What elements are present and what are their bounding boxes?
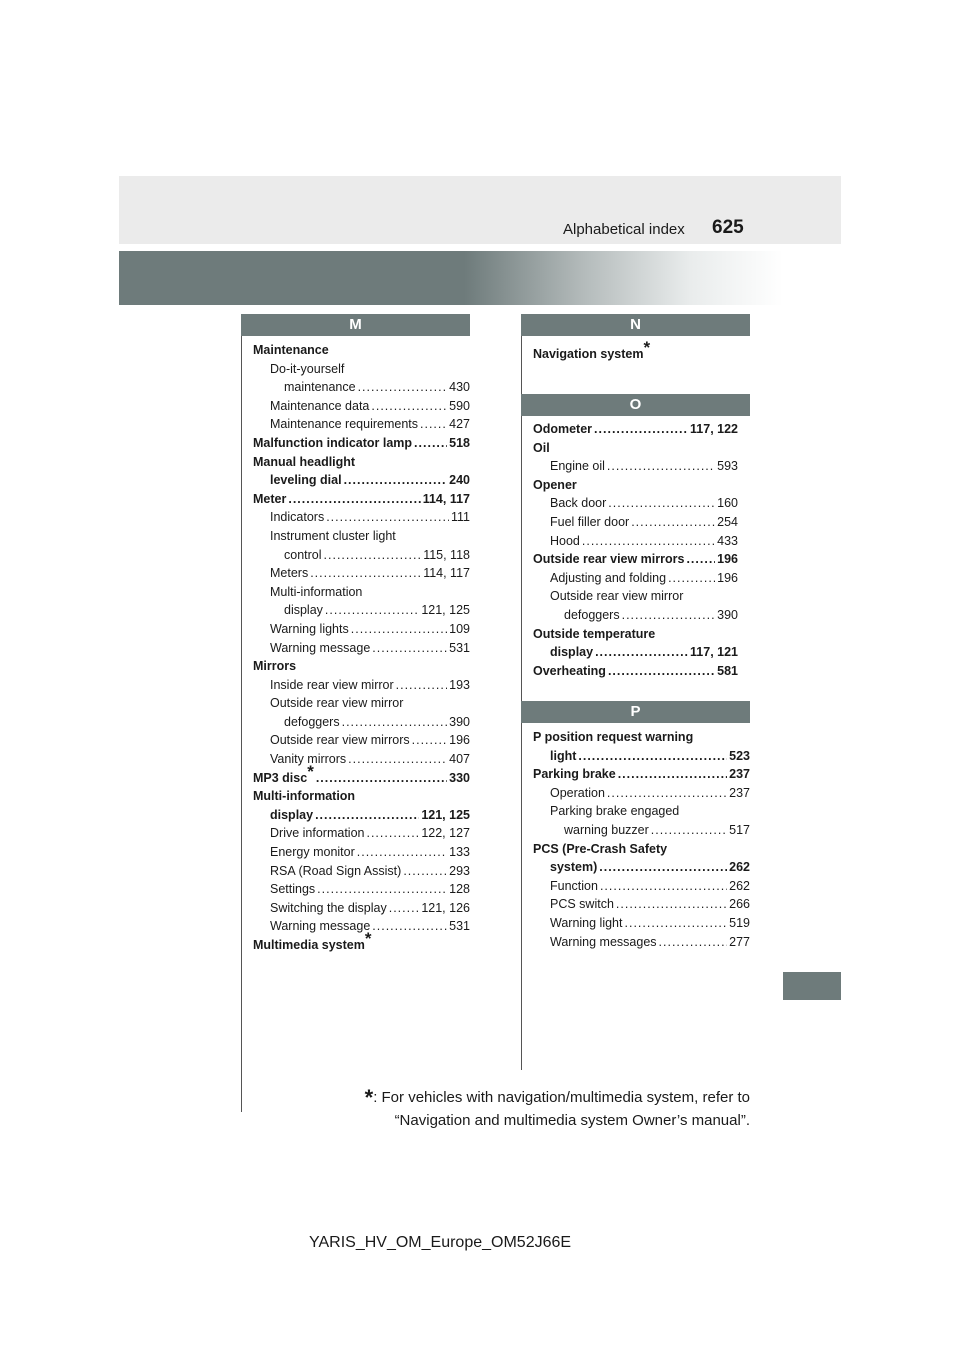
- entry-page-ref: 122, 127: [421, 826, 470, 841]
- entry-page-ref: 237: [729, 767, 750, 782]
- entry-term-text: Do-it-yourself: [270, 361, 345, 376]
- entry-page-ref: 160: [717, 496, 738, 511]
- footnote-line-1: [300, 1086, 750, 1109]
- entry-page-ref: 121, 125: [421, 807, 470, 822]
- entry-term: [270, 583, 362, 602]
- entry-term-text: warning buzzer: [564, 822, 649, 837]
- dot-leader: [414, 434, 447, 453]
- index-entry: [533, 476, 738, 495]
- entry-term: [270, 824, 364, 843]
- dot-leader: [358, 378, 448, 397]
- entry-term-text: Back door: [550, 496, 607, 511]
- entry-page-ref: 518: [449, 435, 470, 450]
- entry-term: [533, 765, 616, 784]
- entry-term: [284, 378, 356, 397]
- entry-term-text: Outside temperature: [533, 626, 656, 641]
- entry-page-ref: 240: [449, 473, 470, 488]
- index-entry: [253, 787, 470, 806]
- entry-term: [550, 513, 629, 532]
- index-entry: [253, 676, 470, 695]
- dot-leader: [366, 824, 419, 843]
- footnote: [300, 1086, 750, 1132]
- entry-page-ref: 519: [729, 915, 750, 930]
- dot-leader: [686, 550, 715, 569]
- index-entry: [253, 657, 470, 676]
- index-entry: [533, 457, 738, 476]
- entry-term-text: PCS (Pre-Crash Safety: [533, 841, 668, 856]
- entry-term-text: Overheating: [533, 663, 606, 678]
- index-entry: [533, 933, 750, 952]
- entry-term: [270, 880, 315, 899]
- entry-term-text: Meters: [270, 566, 309, 581]
- entry-term-text: Switching the display: [270, 900, 387, 915]
- entry-term: [550, 895, 614, 914]
- index-entry: [253, 713, 470, 732]
- entry-page-ref: 593: [717, 459, 738, 474]
- entry-page-ref: 531: [449, 640, 470, 655]
- entry-term-text: Manual headlight: [253, 454, 356, 469]
- entry-term-text: Malfunction indicator lamp: [253, 435, 413, 450]
- entry-page-ref: 121, 126: [421, 900, 470, 915]
- dot-leader: [317, 880, 447, 899]
- dot-leader: [582, 532, 715, 551]
- dot-leader: [607, 457, 715, 476]
- index-entry: [533, 877, 750, 896]
- entry-term-text: Outside rear view mirrors: [270, 733, 410, 748]
- dot-leader: [594, 420, 688, 439]
- entry-term: [533, 840, 667, 859]
- entry-term: [270, 806, 313, 825]
- index-entry: [253, 546, 470, 565]
- entry-page-ref: 196: [449, 733, 470, 748]
- dot-leader: [622, 606, 716, 625]
- letter-header-m: M: [241, 314, 470, 336]
- entry-page-ref: 427: [449, 417, 470, 432]
- entry-term-text: Navigation system: [533, 347, 644, 361]
- entry-page-ref: 430: [449, 380, 470, 395]
- entry-page-ref: 117, 122: [690, 422, 738, 436]
- footnote-text-1: : For vehicles with navigation/multimedia system, refer to: [373, 1089, 750, 1106]
- index-entry: [253, 929, 470, 955]
- dot-leader: [371, 397, 447, 416]
- index-entry: [253, 862, 470, 881]
- dot-leader: [351, 620, 447, 639]
- entry-term-text: Fuel filler door: [550, 514, 630, 529]
- entry-term-text: defoggers: [564, 607, 620, 622]
- entry-term: [253, 341, 329, 360]
- entry-term: [533, 625, 655, 644]
- entry-page-ref: 293: [449, 863, 470, 878]
- entry-page-ref: 254: [717, 514, 738, 529]
- index-entry: [533, 914, 750, 933]
- entry-term: [284, 713, 340, 732]
- entry-term-text: Function: [550, 878, 598, 893]
- index-entry: [253, 750, 470, 769]
- entry-page-ref: 121, 125: [421, 603, 470, 618]
- entry-page-ref: 433: [717, 533, 738, 548]
- dot-leader: [288, 490, 420, 509]
- index-entry: [533, 550, 738, 569]
- entry-term-text: Outside rear view mirror: [550, 589, 684, 604]
- footnote-marker: *: [643, 338, 651, 357]
- index-entry: [253, 434, 470, 453]
- index-entry: [533, 587, 738, 606]
- entry-term: [533, 476, 577, 495]
- entry-term: [270, 639, 370, 658]
- entry-term: [253, 434, 412, 453]
- index-entry: [533, 662, 738, 681]
- entry-term-text: Vanity mirrors: [270, 752, 347, 767]
- entry-term-text: Oil: [533, 440, 550, 455]
- entry-term: [550, 457, 605, 476]
- entry-term-text: RSA (Road Sign Assist): [270, 863, 402, 878]
- entry-page-ref: 193: [449, 677, 470, 692]
- entry-term: [533, 439, 550, 458]
- entry-term-text: Indicators: [270, 510, 325, 525]
- entry-term-text: Energy monitor: [270, 845, 355, 860]
- entry-list-o: [521, 416, 738, 701]
- entry-page-ref: 277: [729, 934, 750, 949]
- dot-leader: [344, 471, 448, 490]
- entry-term: [270, 620, 349, 639]
- index-entry: [253, 843, 470, 862]
- entry-term: [550, 643, 593, 662]
- dot-leader: [651, 821, 727, 840]
- entry-page-ref: 109: [449, 621, 470, 636]
- entry-term: [253, 787, 355, 806]
- entry-term-text: Odometer: [533, 422, 593, 436]
- dot-leader: [372, 639, 447, 658]
- dot-leader: [315, 806, 419, 825]
- dot-leader: [326, 508, 449, 527]
- index-entry: [533, 532, 738, 551]
- dot-leader: [357, 843, 447, 862]
- index-entry: [253, 378, 470, 397]
- index-entry: [253, 397, 470, 416]
- entry-term: [270, 415, 418, 434]
- entry-term: [284, 546, 322, 565]
- entry-term: [270, 731, 410, 750]
- dot-leader: [310, 564, 421, 583]
- entry-term: [564, 821, 649, 840]
- index-entry: [253, 806, 470, 825]
- entry-term-text: Drive information: [270, 826, 365, 841]
- entry-term: [533, 550, 684, 569]
- footnote-star: *: [364, 1085, 374, 1110]
- entry-page-ref: 117, 121: [690, 645, 738, 660]
- footnote-marker: *: [364, 929, 372, 948]
- entry-term-text: leveling dial: [270, 473, 342, 488]
- entry-term: [253, 453, 355, 472]
- index-entry: [533, 747, 750, 766]
- entry-page-ref: 262: [729, 878, 750, 893]
- footnote-marker: *: [307, 761, 314, 781]
- entry-term-text: defoggers: [284, 714, 340, 729]
- entry-term-text: system): [550, 860, 598, 875]
- dot-leader: [403, 862, 447, 881]
- document-id: YARIS_HV_OM_Europe_OM52J66E: [309, 1234, 572, 1251]
- chapter-thumb-tab: [783, 972, 841, 1000]
- dot-leader: [372, 917, 447, 936]
- entry-term-text: Maintenance data: [270, 398, 370, 413]
- entry-term-text: Multimedia system: [253, 938, 365, 952]
- entry-term: [533, 338, 651, 364]
- entry-term: [550, 802, 679, 821]
- index-entry: [253, 620, 470, 639]
- index-entry: [253, 360, 470, 379]
- entry-term-text: Outside rear view mirrors: [533, 552, 685, 567]
- entry-term-text: Maintenance: [253, 343, 329, 357]
- entry-term-text: Mirrors: [253, 659, 297, 674]
- entry-term-text: Parking brake: [533, 767, 616, 782]
- entry-term-text: Outside rear view mirror: [270, 696, 404, 711]
- dot-leader: [600, 877, 727, 896]
- entry-term-text: Instrument cluster light: [270, 528, 396, 543]
- dot-leader: [389, 899, 420, 918]
- entry-page-ref: 133: [449, 845, 470, 860]
- index-entry: [253, 508, 470, 527]
- entry-term-text: light: [550, 748, 577, 763]
- dot-leader: [578, 747, 727, 766]
- index-entry: [533, 420, 738, 439]
- dot-leader: [659, 933, 728, 952]
- entry-page-ref: 523: [729, 748, 750, 763]
- index-entry: [533, 821, 750, 840]
- entry-page-ref: 330: [449, 770, 470, 785]
- entry-term: [550, 587, 683, 606]
- entry-term: [253, 657, 296, 676]
- entry-term-text: PCS switch: [550, 897, 614, 912]
- entry-term: [270, 508, 324, 527]
- dot-leader: [420, 415, 447, 434]
- letter-header-p: P: [521, 701, 750, 723]
- entry-term: [284, 601, 323, 620]
- entry-term: [550, 784, 605, 803]
- letter-header-o: O: [521, 394, 750, 416]
- entry-term: [270, 471, 342, 490]
- entry-page-ref: 237: [729, 785, 750, 800]
- entry-term-text: Meter: [253, 491, 287, 506]
- entry-term: [270, 676, 394, 695]
- entry-term: [550, 858, 597, 877]
- entry-page-ref: 114, 117: [422, 491, 470, 506]
- entry-term-text: Maintenance requirements: [270, 417, 418, 432]
- entry-term: [253, 490, 286, 509]
- dot-leader: [599, 858, 727, 877]
- index-entry: [253, 639, 470, 658]
- index-entry: [533, 784, 750, 803]
- decorative-gradient-band: [119, 251, 783, 305]
- index-entry: [533, 338, 750, 364]
- entry-page-ref: 128: [449, 882, 470, 897]
- entry-page-ref: 590: [449, 398, 470, 413]
- index-entry: [533, 513, 738, 532]
- entry-term-text: Parking brake engaged: [550, 804, 680, 819]
- index-entry: [533, 643, 738, 662]
- entry-term: [270, 843, 355, 862]
- entry-term: [270, 694, 403, 713]
- entry-page-ref: 390: [717, 607, 738, 622]
- entry-term: [270, 862, 401, 881]
- entry-term-text: Settings: [270, 882, 316, 897]
- index-entry: [253, 527, 470, 546]
- index-entry: [533, 858, 750, 877]
- entry-term-text: maintenance: [284, 380, 356, 395]
- entry-page-ref: 114, 117: [423, 566, 470, 581]
- entry-term-text: display: [550, 645, 594, 660]
- index-entry: [253, 694, 470, 713]
- entry-term: [550, 569, 666, 588]
- entry-term: [270, 564, 308, 583]
- index-entry: [533, 625, 738, 644]
- index-entry: [533, 802, 750, 821]
- dot-leader: [607, 784, 727, 803]
- dot-leader: [608, 662, 715, 681]
- entry-page-ref: 196: [717, 570, 738, 585]
- entry-term-text: Warning message: [270, 640, 371, 655]
- entry-term-text: display: [270, 807, 314, 822]
- dot-leader: [325, 601, 419, 620]
- index-entry: [533, 728, 750, 747]
- entry-page-ref: 531: [449, 919, 470, 934]
- entry-term: [550, 532, 580, 551]
- entry-term: [550, 494, 606, 513]
- dot-leader: [324, 546, 422, 565]
- index-entry: [253, 415, 470, 434]
- entry-page-ref: 517: [729, 822, 750, 837]
- entry-page-ref: 111: [450, 510, 470, 525]
- entry-page-ref: 196: [717, 552, 738, 567]
- entry-term: [533, 420, 592, 439]
- entry-page-ref: 115, 118: [423, 547, 470, 562]
- entry-term: [550, 747, 576, 766]
- entry-term: [533, 662, 606, 681]
- entry-term-text: Inside rear view mirror: [270, 677, 394, 692]
- index-entry: [253, 824, 470, 843]
- entry-term: [253, 761, 314, 788]
- section-title: Alphabetical index: [563, 221, 685, 238]
- entry-page-ref: 266: [729, 897, 750, 912]
- index-entry: [533, 606, 738, 625]
- entry-term-text: Engine oil: [550, 459, 605, 474]
- index-entry: [253, 899, 470, 918]
- index-entry: [533, 494, 738, 513]
- dot-leader: [608, 494, 715, 513]
- entry-term-text: Warning message: [270, 919, 371, 934]
- entry-list-p: [521, 723, 750, 951]
- entry-term: [550, 933, 657, 952]
- index-column-right: [521, 314, 750, 951]
- entry-term-text: control: [284, 547, 322, 562]
- entry-list-n: [521, 336, 750, 394]
- index-entry: [253, 761, 470, 788]
- entry-page-ref: 390: [449, 714, 470, 729]
- entry-term: [270, 360, 344, 379]
- entry-term: [253, 929, 372, 955]
- entry-term-text: Multi-information: [270, 584, 363, 599]
- index-entry: [253, 453, 470, 472]
- dot-leader: [631, 513, 715, 532]
- entry-term-text: P position request warning: [533, 730, 694, 744]
- index-entry: [253, 880, 470, 899]
- entry-term: [564, 606, 620, 625]
- entry-term: [533, 728, 693, 747]
- index-entry: [533, 439, 738, 458]
- dot-leader: [342, 713, 448, 732]
- index-entry: [253, 601, 470, 620]
- entry-term-text: Warning lights: [270, 621, 349, 636]
- footnote-line-2: “Navigation and multimedia system Owner’s manual”.: [394, 1112, 750, 1129]
- index-entry: [533, 895, 750, 914]
- entry-term-text: Multi-information: [253, 789, 356, 804]
- entry-term: [270, 917, 370, 936]
- entry-term: [270, 899, 387, 918]
- entry-term-text: display: [284, 603, 323, 618]
- entry-list-m: [241, 336, 470, 955]
- entry-term: [550, 914, 623, 933]
- page-number: 625: [712, 217, 744, 238]
- dot-leader: [625, 914, 728, 933]
- letter-header-n: N: [521, 314, 750, 336]
- index-entry: [253, 731, 470, 750]
- dot-leader: [396, 676, 448, 695]
- index-entry: [253, 917, 470, 936]
- dot-leader: [668, 569, 715, 588]
- index-entry: [533, 569, 738, 588]
- dot-leader: [618, 765, 727, 784]
- entry-page-ref: 581: [717, 663, 738, 678]
- dot-leader: [348, 750, 447, 769]
- index-entry: [533, 840, 750, 859]
- entry-term: [270, 527, 396, 546]
- entry-term-text: MP3 disc: [253, 770, 308, 785]
- entry-term-text: Operation: [550, 785, 605, 800]
- entry-term-text: Warning light: [550, 915, 623, 930]
- entry-term-text: Warning messages: [550, 934, 657, 949]
- dot-leader: [316, 769, 447, 788]
- index-entry: [253, 471, 470, 490]
- index-entry: [533, 765, 750, 784]
- entry-term-text: Opener: [533, 477, 577, 492]
- entry-page-ref: 407: [449, 752, 470, 767]
- dot-leader: [616, 895, 727, 914]
- entry-term: [550, 877, 598, 896]
- dot-leader: [412, 731, 448, 750]
- index-entry: [253, 583, 470, 602]
- entry-term-text: Adjusting and folding: [550, 570, 667, 585]
- index-entry: [253, 341, 470, 360]
- index-column-left: [241, 314, 470, 955]
- entry-term: [270, 397, 369, 416]
- entry-page-ref: 262: [729, 860, 750, 875]
- index-entry: [253, 490, 470, 509]
- index-entry: [253, 564, 470, 583]
- entry-term-text: Hood: [550, 533, 580, 548]
- dot-leader: [595, 643, 688, 662]
